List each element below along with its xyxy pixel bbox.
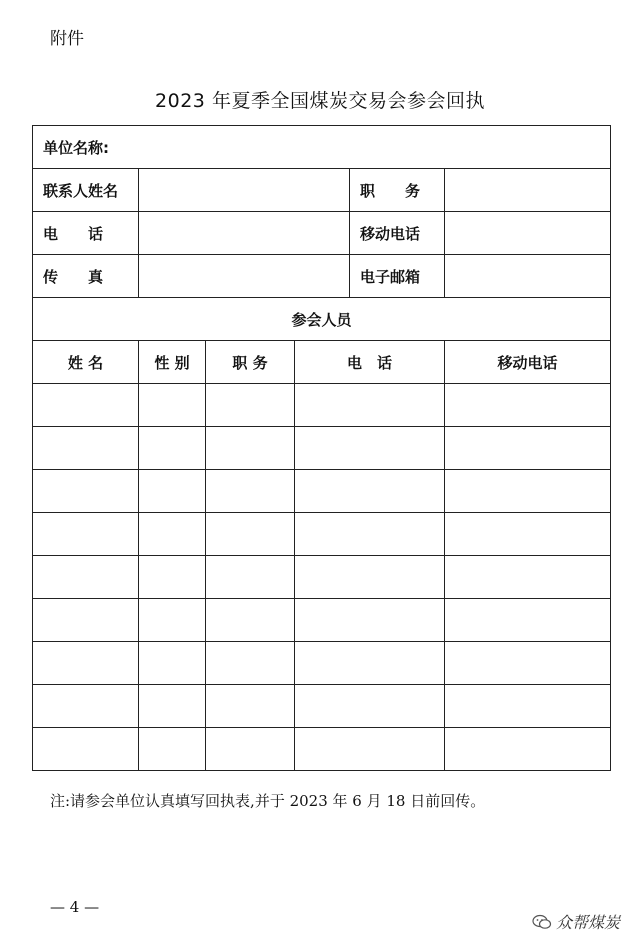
- footnote: 注:请参会单位认真填写回执表,并于 2023 年 6 月 18 日前回传。: [50, 792, 486, 810]
- mobile-cell[interactable]: [445, 599, 611, 642]
- position-label: 职 务: [350, 169, 445, 212]
- position-cell[interactable]: [206, 599, 295, 642]
- gender-cell[interactable]: [139, 384, 206, 427]
- position-cell[interactable]: [206, 556, 295, 599]
- mobile-cell[interactable]: [445, 384, 611, 427]
- gender-cell[interactable]: [139, 642, 206, 685]
- unit-name-cell[interactable]: 单位名称:: [33, 126, 611, 169]
- phone-cell[interactable]: [295, 427, 445, 470]
- phone-cell[interactable]: [295, 728, 445, 771]
- phone-cell[interactable]: [295, 685, 445, 728]
- col-header-position: 职 务: [206, 341, 295, 384]
- email-field[interactable]: [445, 255, 611, 298]
- phone-cell[interactable]: [295, 642, 445, 685]
- table-row: [33, 470, 611, 513]
- contact-name-field[interactable]: [139, 169, 350, 212]
- table-row: [33, 556, 611, 599]
- phone-cell[interactable]: [295, 470, 445, 513]
- col-header-phone: 电 话: [295, 341, 445, 384]
- mobile-cell[interactable]: [445, 556, 611, 599]
- mobile-cell[interactable]: [445, 728, 611, 771]
- wechat-icon: [532, 914, 552, 930]
- mobile-cell[interactable]: [445, 470, 611, 513]
- page-title: 2023 年夏季全国煤炭交易会参会回执: [155, 90, 485, 112]
- gender-cell[interactable]: [139, 685, 206, 728]
- phone-cell[interactable]: [295, 513, 445, 556]
- mobile-cell[interactable]: [445, 642, 611, 685]
- name-cell[interactable]: [33, 728, 139, 771]
- watermark-text: 众帮煤炭: [555, 913, 620, 932]
- phone-cell[interactable]: [295, 599, 445, 642]
- name-cell[interactable]: [33, 513, 139, 556]
- name-cell[interactable]: [33, 642, 139, 685]
- table-row: [33, 728, 611, 771]
- table-row: [33, 599, 611, 642]
- gender-cell[interactable]: [139, 599, 206, 642]
- mobile-field[interactable]: [445, 212, 611, 255]
- reply-form-table: [32, 125, 611, 771]
- attachment-label: 附件: [50, 29, 84, 49]
- name-cell[interactable]: [33, 556, 139, 599]
- position-cell[interactable]: [206, 470, 295, 513]
- gender-cell[interactable]: [139, 427, 206, 470]
- col-header-gender: 性 别: [139, 341, 206, 384]
- position-field[interactable]: [445, 169, 611, 212]
- position-cell[interactable]: [206, 384, 295, 427]
- position-cell[interactable]: [206, 513, 295, 556]
- mobile-cell[interactable]: [445, 513, 611, 556]
- phone-cell[interactable]: [295, 556, 445, 599]
- fax-label: 传 真: [33, 255, 139, 298]
- table-row: [33, 642, 611, 685]
- table-row: [33, 513, 611, 556]
- table-row: [33, 685, 611, 728]
- mobile-label: 移动电话: [350, 212, 445, 255]
- phone-field[interactable]: [139, 212, 350, 255]
- gender-cell[interactable]: [139, 470, 206, 513]
- mobile-cell[interactable]: [445, 685, 611, 728]
- name-cell[interactable]: [33, 470, 139, 513]
- fax-field[interactable]: [139, 255, 350, 298]
- position-cell[interactable]: [206, 685, 295, 728]
- mobile-cell[interactable]: [445, 427, 611, 470]
- gender-cell[interactable]: [139, 556, 206, 599]
- gender-cell[interactable]: [139, 513, 206, 556]
- page-number: — 4 —: [50, 898, 100, 916]
- table-row: [33, 384, 611, 427]
- email-label: 电子邮箱: [350, 255, 445, 298]
- table-row: [33, 427, 611, 470]
- watermark: [532, 910, 620, 933]
- contact-name-label: 联系人姓名: [33, 169, 139, 212]
- name-cell[interactable]: [33, 685, 139, 728]
- position-cell[interactable]: [206, 427, 295, 470]
- name-cell[interactable]: [33, 427, 139, 470]
- position-cell[interactable]: [206, 642, 295, 685]
- gender-cell[interactable]: [139, 728, 206, 771]
- attendees-heading: 参会人员: [33, 298, 611, 341]
- name-cell[interactable]: [33, 599, 139, 642]
- name-cell[interactable]: [33, 384, 139, 427]
- col-header-name: 姓 名: [33, 341, 139, 384]
- col-header-mobile: 移动电话: [445, 341, 611, 384]
- phone-cell[interactable]: [295, 384, 445, 427]
- phone-label: 电 话: [33, 212, 139, 255]
- position-cell[interactable]: [206, 728, 295, 771]
